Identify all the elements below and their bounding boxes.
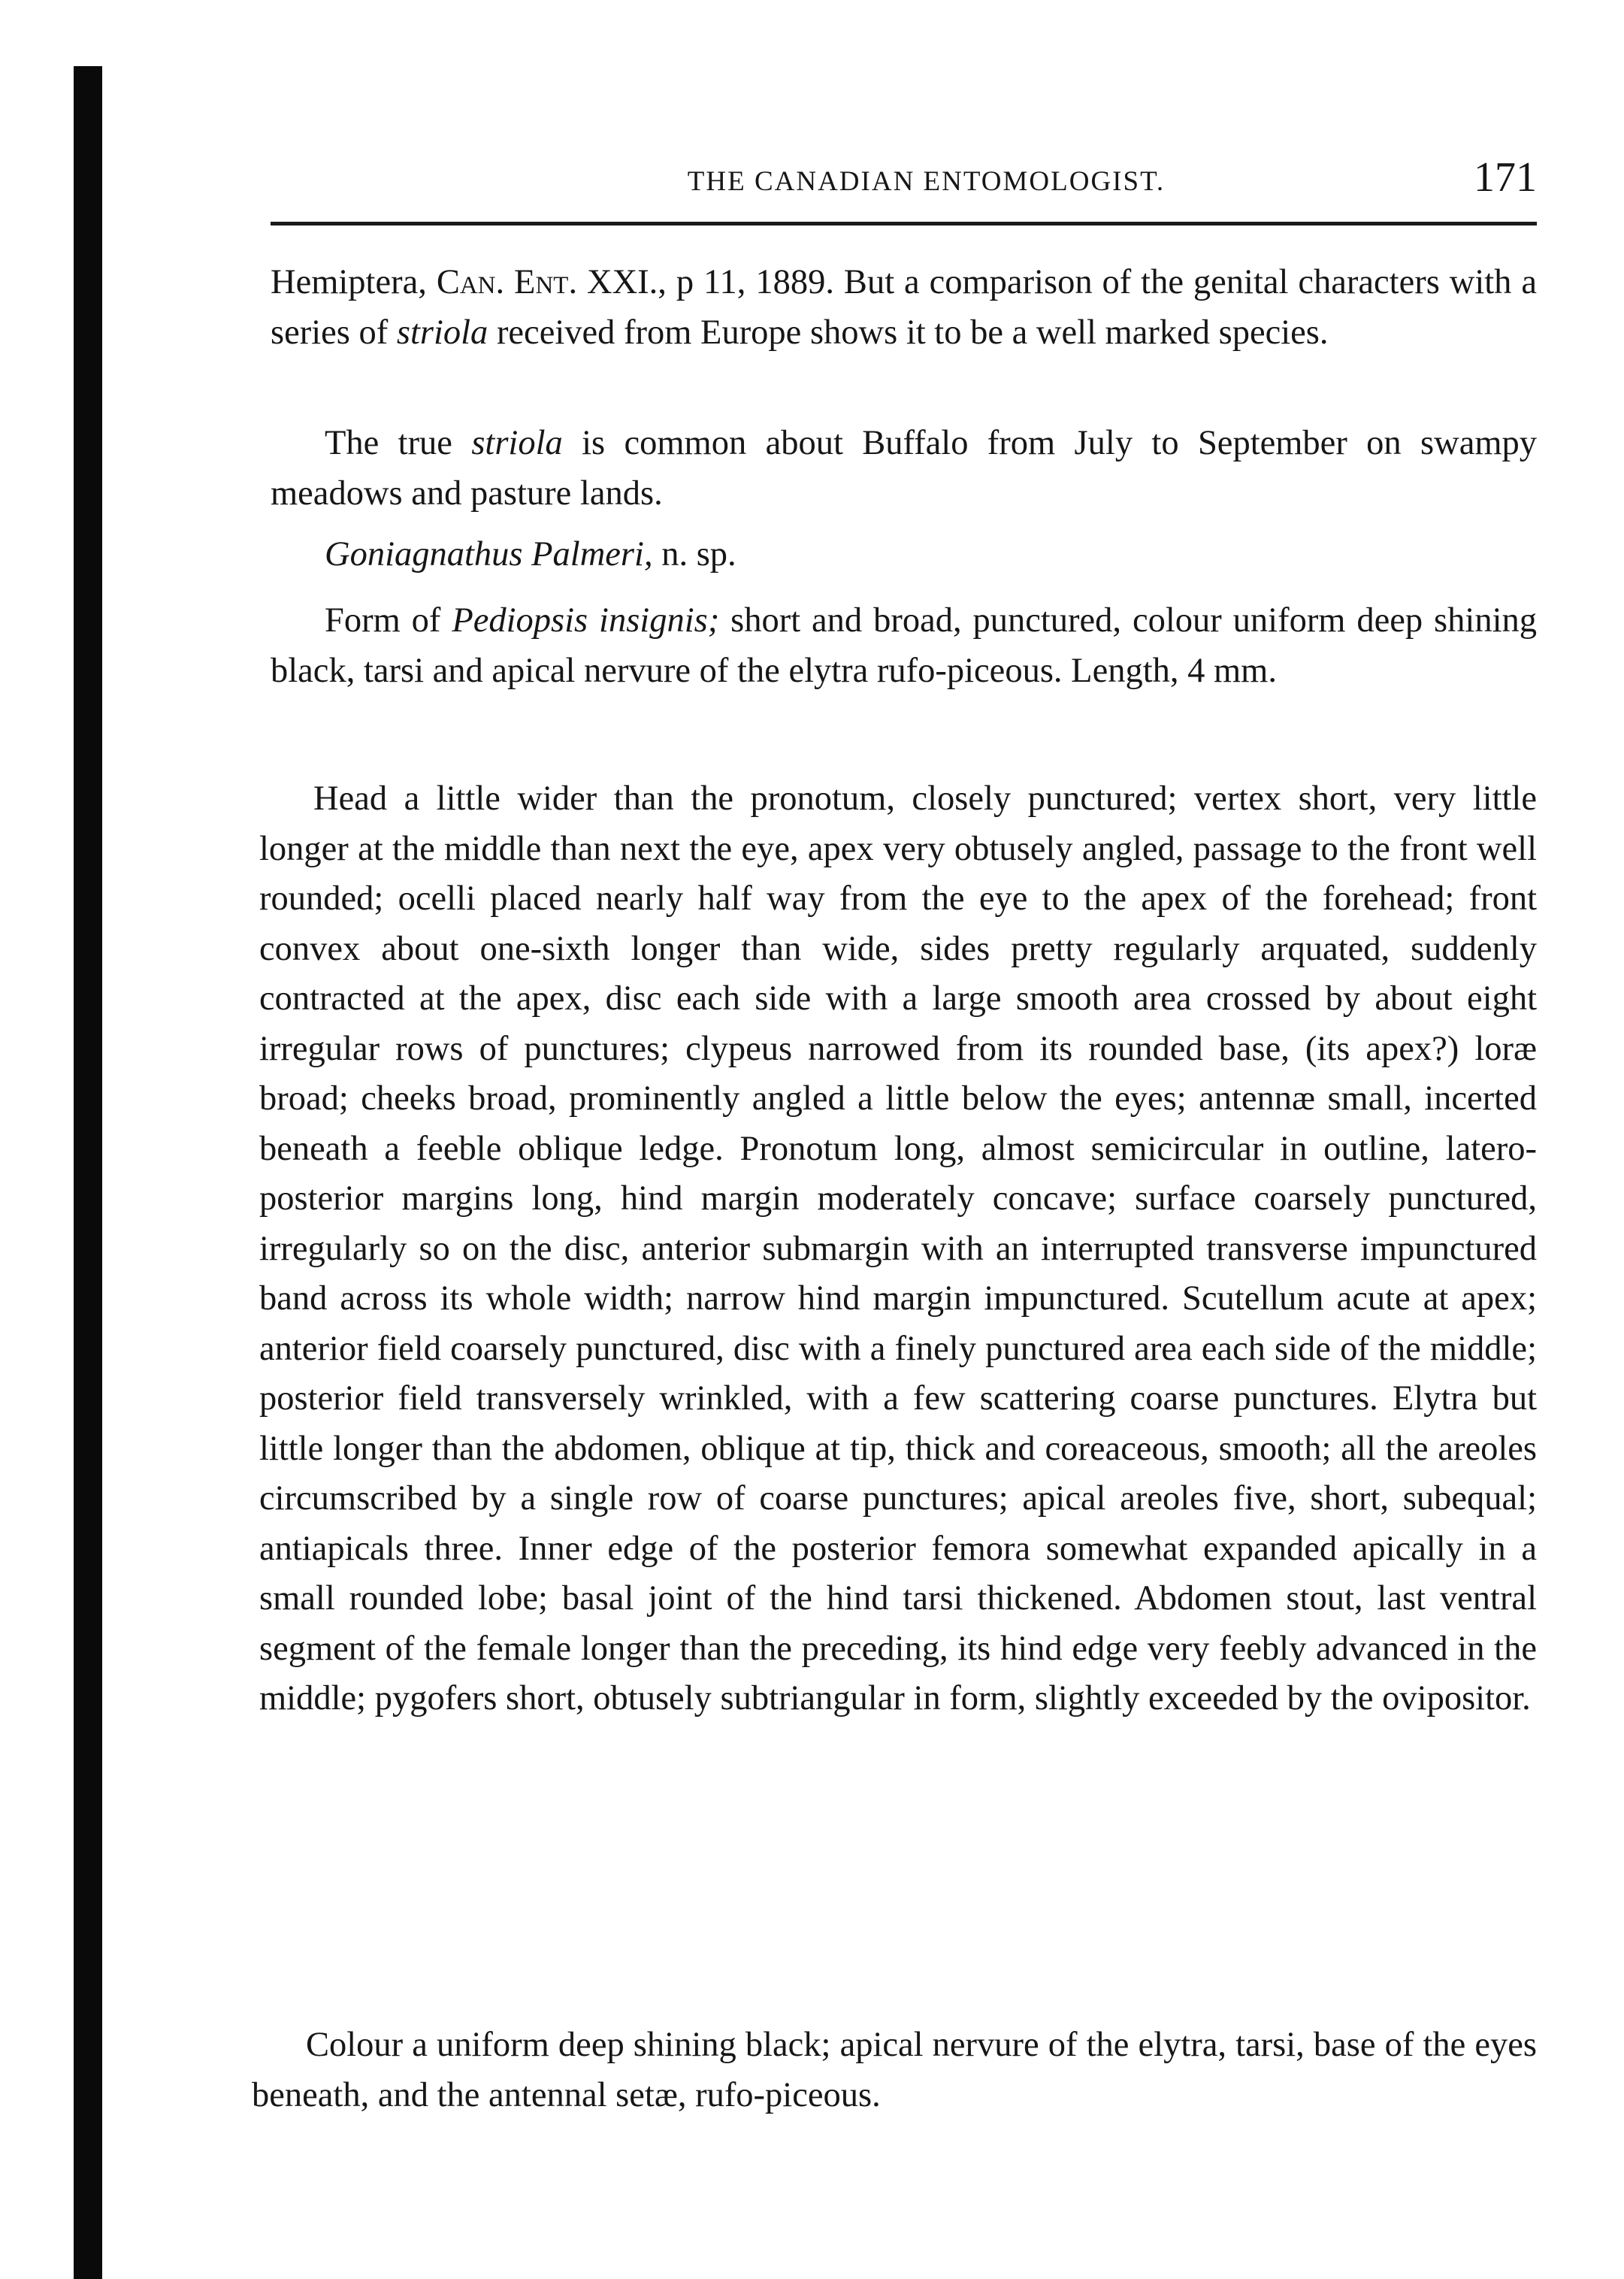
- running-header: [271, 153, 1537, 213]
- binding-edge: [74, 66, 102, 2279]
- species-heading: Goniagnathus Palmeri, n. sp.: [325, 535, 736, 574]
- journal-title: THE CANADIAN ENTOMOLOGIST.: [687, 166, 1166, 197]
- header-rule: [271, 222, 1537, 225]
- paragraph-form: Form of Pediopsis insignis; short and broad, punctured, colour uniform deep shining black, tarsi and apical nervure of the elytra rufo-piceous. Length, 4 mm.: [271, 601, 1537, 690]
- paragraph-striola: The true striola is common about Buffalo from July to September on swampy meadows and pasture lands.: [271, 424, 1537, 513]
- paragraph-colour: Colour a uniform deep shining black; apical nervure of the elytra, tarsi, base of the eyes beneath, and the antennal setæ, rufo-piceous.: [252, 2026, 1537, 2114]
- paragraph-continuation: Hemiptera, Can. Ent. XXI., p 11, 1889. But a comparison of the genital characters with a series of striola received from Europe shows it to be a well marked species.: [271, 263, 1537, 352]
- paragraph-description: Head a little wider than the pronotum, closely punctured; vertex short, very little longer at the middle than next the eye, apex very obtusely angled, passage to the front well rounded; ocelli placed nearly half way from the eye to the apex of the forehead; front convex about one-sixth longer than wide, sides pretty regularly arquated, suddenly contracted at the apex, disc each side with a large smooth area crossed by about eight irregular rows of punctures; clypeus narrowed from its rounded base, (its apex?) loræ broad; cheeks broad, prominently angled a little below the eyes; antennæ small, incerted beneath a feeble oblique ledge. Pronotum long, almost semicircular in outline, latero-posterior margins long, hind margin moderately concave; surface coarsely punctured, irregularly so on the disc, anterior submargin with an interrupted transverse impunctured band across its whole width; narrow hind margin impunctured. Scutellum acute at apex; anterior field coarsely punctured, disc with a finely punctured area each side of the middle; posterior field transversely wrinkled, with a few scattering coarse punctures. Elytra but little longer than the abdomen, oblique at tip, thick and coreaceous, smooth; all the areoles circumscribed by a single row of coarse punctures; apical areoles five, short, subequal; antiapicals three. Inner edge of the posterior femora somewhat expanded apically in a small rounded lobe; basal joint of the hind tarsi thickened. Abdomen stout, last ventral segment of the female longer than the preceding, its hind edge very feebly advanced in the middle; pygofers short, obtusely subtriangular in form, slightly exceeded by the ovipositor.: [259, 779, 1537, 1718]
- page-number: 171: [1474, 154, 1537, 201]
